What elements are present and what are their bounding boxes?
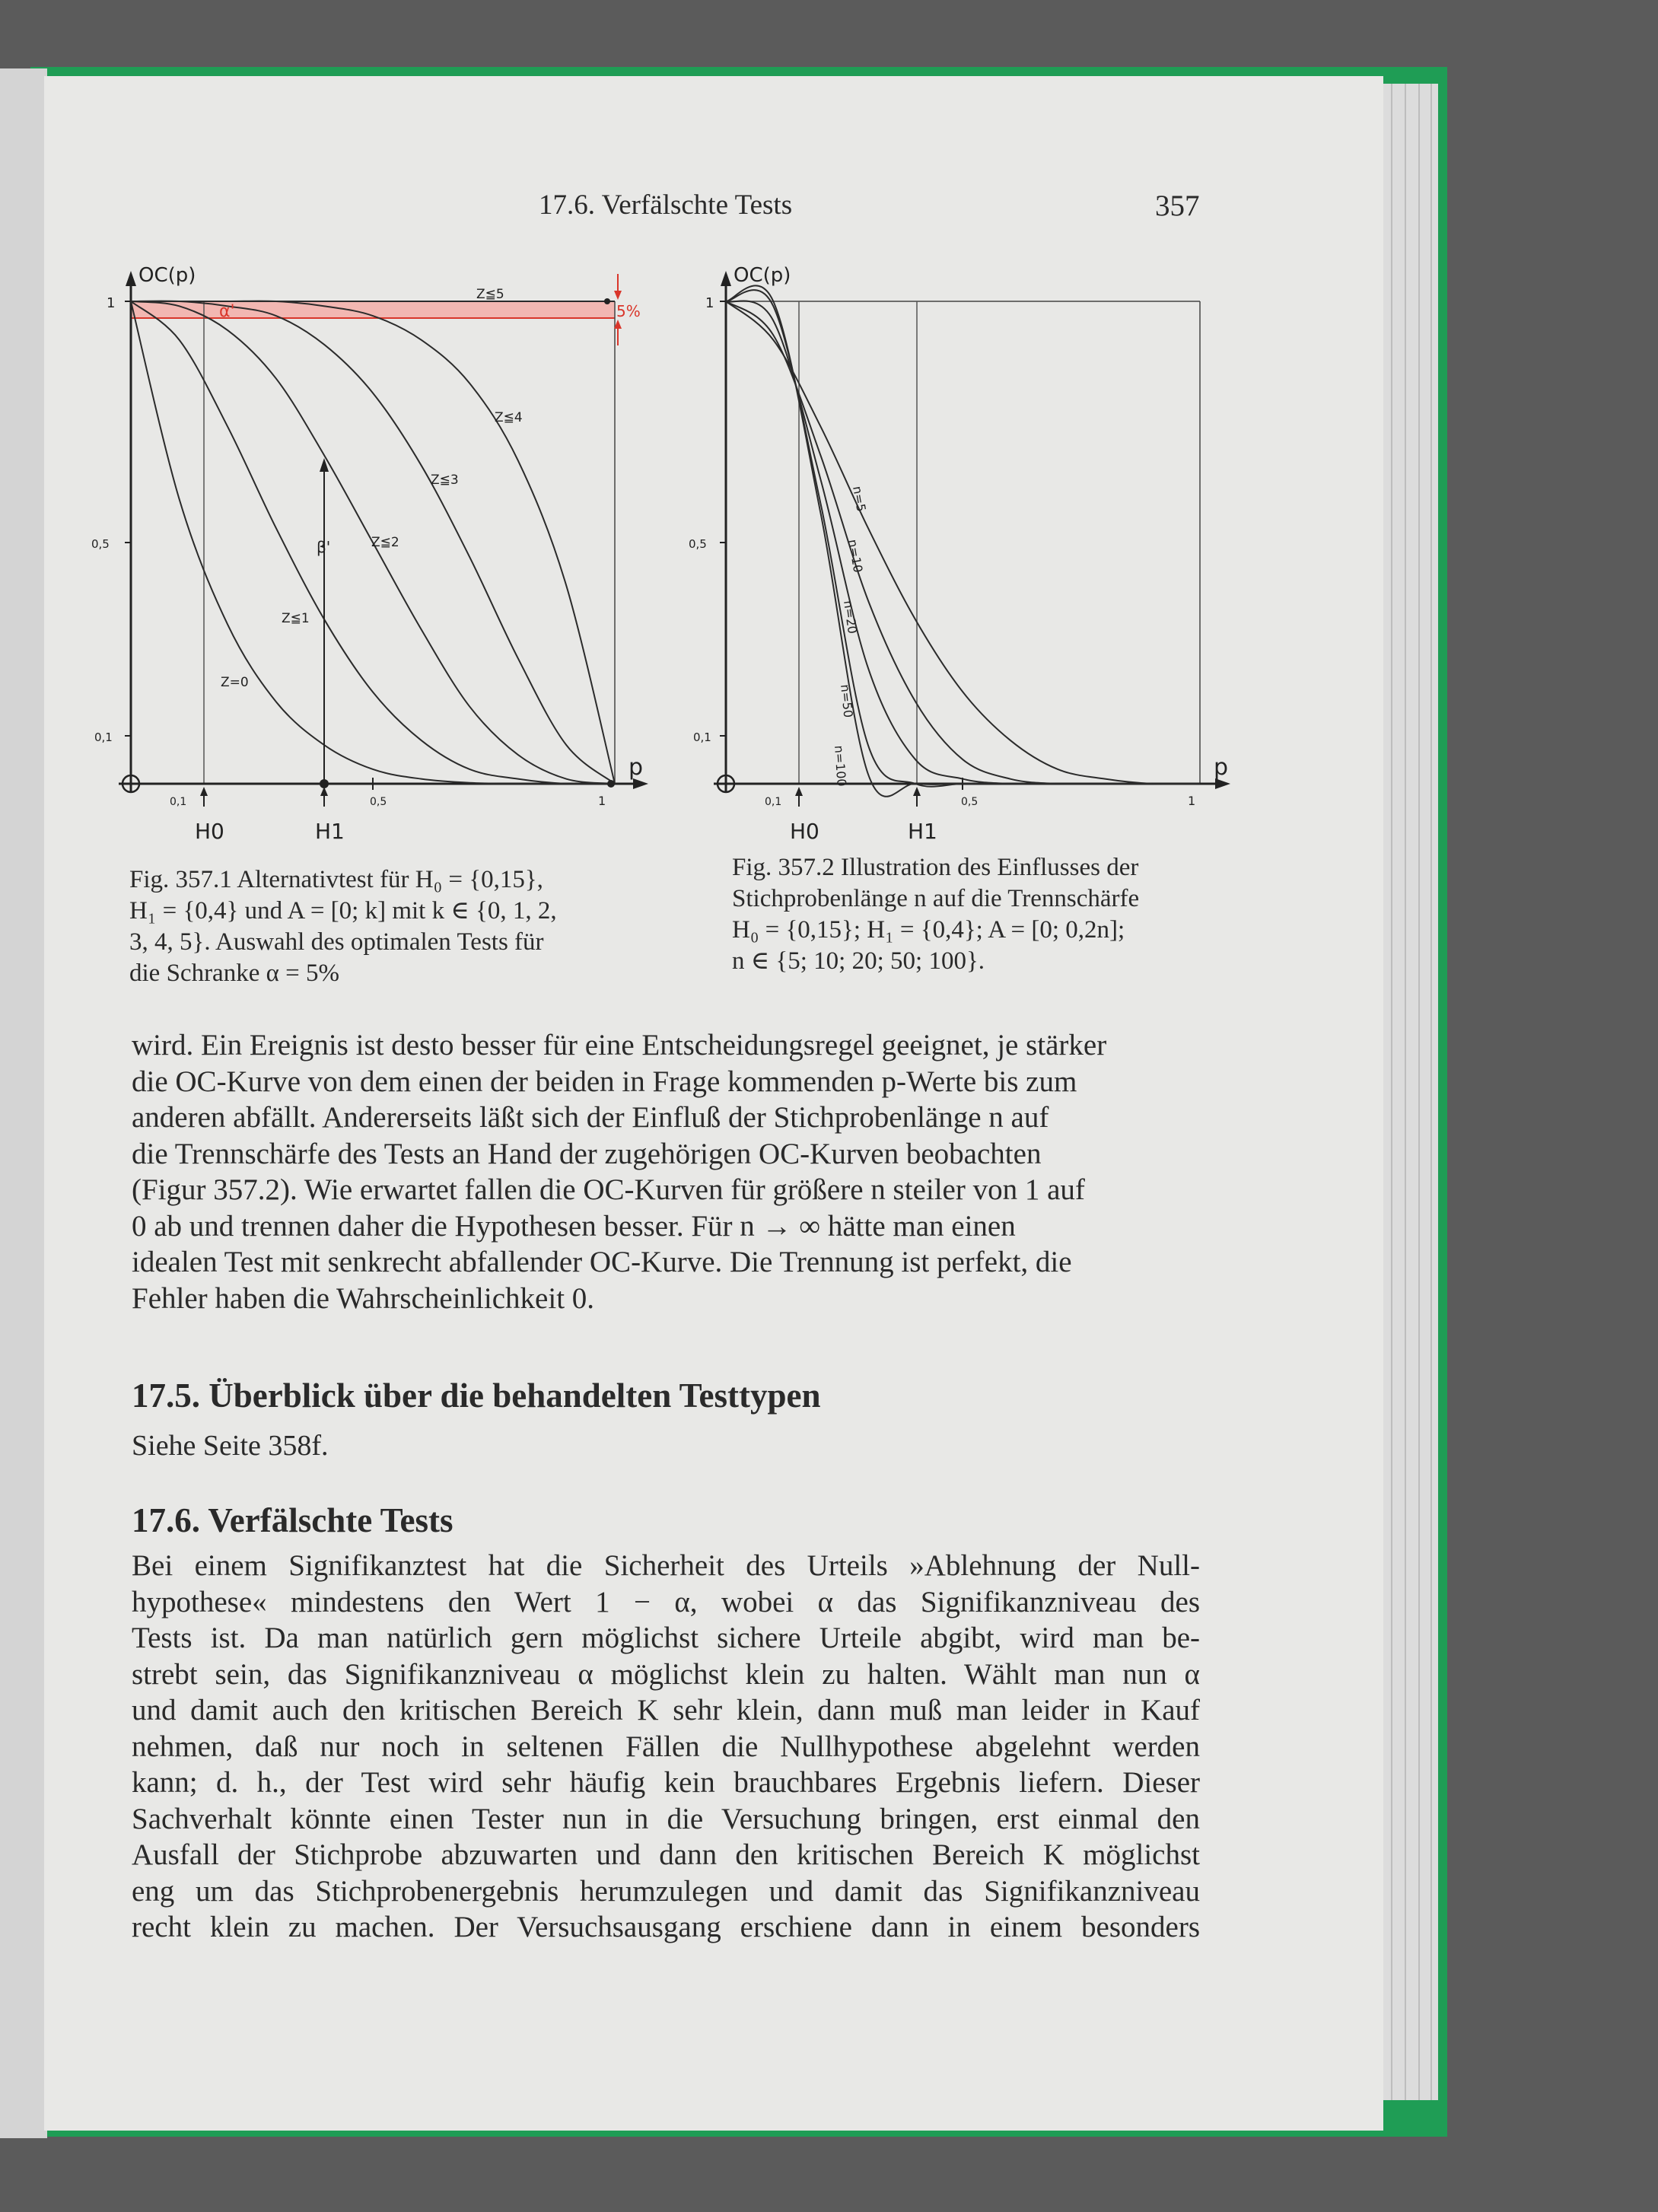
h0-label: H0 (195, 819, 224, 844)
curve-label-n20: n=20 (841, 599, 860, 635)
threshold-label: 5% (616, 302, 641, 320)
figure-357-2-caption: Fig. 357.2 Illustration des Einflusses der Stichprobenlänge n auf die Trennschärfe H₀ = {0,15}; H₁ = {0,4}; A = [0; 0,2n]; n ∈ {5; 10; 20; 50; 100}. (732, 854, 1140, 975)
page-number: 357 (1155, 189, 1200, 222)
section-17-5-subtext: Siehe Seite 358f. (132, 1430, 329, 1462)
y-tick-01: 0,1 (94, 730, 113, 744)
curve-label-z1: Z≦1 (282, 611, 310, 626)
x-tick-1: 1 (598, 794, 606, 808)
y-tick-1: 1 (107, 295, 116, 311)
curve-label-n10: n=10 (845, 538, 866, 574)
curve-label-z2: Z≦2 (371, 535, 399, 550)
curve-label-z3: Z≦3 (431, 473, 459, 488)
running-head-title: 17.6. Verfälschte Tests (539, 189, 793, 221)
left-page-edge (0, 68, 47, 2138)
curve-label-n50: n=50 (838, 683, 856, 719)
x-tick-01: 0,1 (170, 796, 187, 808)
curve-label-z4: Z≦4 (495, 410, 523, 425)
body-paragraph-1: wird. Ein Ereignis ist desto besser für eine Entscheidungsregel geeignet, je stärker die OC-Kurve von dem einen der beiden in Frage kommenden p-Werte bis zum anderen abfällt. Andererseits läßt sich der Einfluß der Stichprobenlänge n auf die Trennschärfe des Tests an Hand der zugehörigen OC-Kurven beobachten (Figur 357.2). Wie erwartet fallen die OC-Kurven für größere n steiler von 1 auf 0 ab und trennen daher die Hypothesen besser. Für n → ∞ hätte man einen idealen Test mit senkrecht abfallender OC-Kurve. Die Trennung ist perfekt, die Fehler haben die Wahrscheinlichkeit 0. (132, 1029, 1107, 1315)
curve-label-z5: Z≦5 (476, 287, 504, 302)
x-tick-05: 0,5 (370, 796, 387, 808)
y-tick-1: 1 (705, 295, 714, 311)
x-axis-label: p (1214, 754, 1229, 781)
figure-357-2 (689, 259, 1252, 852)
oc-curve-1 (726, 301, 1200, 784)
figure-357-1 (91, 259, 670, 852)
h1-label: H1 (315, 819, 345, 844)
curve-label-z0: Z=0 (221, 675, 249, 690)
y-axis-label: OC(p) (138, 264, 196, 287)
figure-357-1-caption: Fig. 357.1 Alternativtest für H₀ = {0,15}, H₁ = {0,4} und A = [0; k] mit k ∈ {0, 1, 2, 3, 4, 5}. Auswahl des optimalen Tests für die Schranke α = 5% (129, 866, 557, 987)
y-tick-05: 0,5 (91, 537, 110, 551)
section-heading-17-6: 17.6. Verfälschte Tests (132, 1501, 453, 1539)
y-tick-05: 0,5 (689, 537, 707, 551)
oc-curves (726, 285, 1200, 796)
alpha-label: α' (219, 302, 235, 321)
oc-curve-3 (726, 301, 1200, 784)
y-axis-label: OC(p) (734, 264, 791, 287)
y-tick-01: 0,1 (693, 730, 711, 744)
h0-label: H0 (790, 819, 819, 844)
x-tick-05: 0,5 (961, 796, 979, 808)
oc-curve-4 (726, 290, 1200, 787)
beta-label: β' (317, 538, 331, 556)
x-tick-1: 1 (1188, 794, 1196, 808)
oc-curve-5 (726, 285, 1200, 796)
section-heading-17-5: 17.5. Überblick über die behandelten Testtypen (132, 1377, 821, 1415)
body-paragraph-2: Bei einem Signifikanztest hat die Sicherheit des Urteils »Ablehnung der Null- hypothese« mindestens den Wert 1 − α, wobei α das Signifikanzniveau des Tests ist. Da man natürlich gern möglichst sichere Urteile abgibt, wird man be- strebt sein, das Signifikanzniveau α möglichst klein zu halten. Wählt man nun α und damit auch den kritischen Bereich K sehr klein, dann muß man leider in Kauf nehmen, daß nur noch in seltenen Fällen die Nullhypothese abgelehnt werden kann; d. h., der Test wird sehr häufig kein brauchbares Ergebnis liefern. Dieser Sachverhalt könnte einen Tester nun in die Versuchung bringen, erst einmal den Ausfall der Stichprobe abzuwarten und dann den kritischen Bereich K möglichst eng um das Stichprobenergebnis herumzulegen und damit das Signifikanzniveau recht klein zu machen. Der Versuchsausgang erschiene dann in einem besonders (132, 1549, 1200, 1943)
h1-label: H1 (908, 819, 937, 844)
x-tick-01: 0,1 (765, 796, 782, 808)
oc-curve-2 (726, 301, 1200, 784)
x-axis-label: p (629, 754, 644, 781)
curve-label-n100: n=100 (832, 744, 849, 788)
curve-label-n5: n=5 (850, 485, 869, 513)
